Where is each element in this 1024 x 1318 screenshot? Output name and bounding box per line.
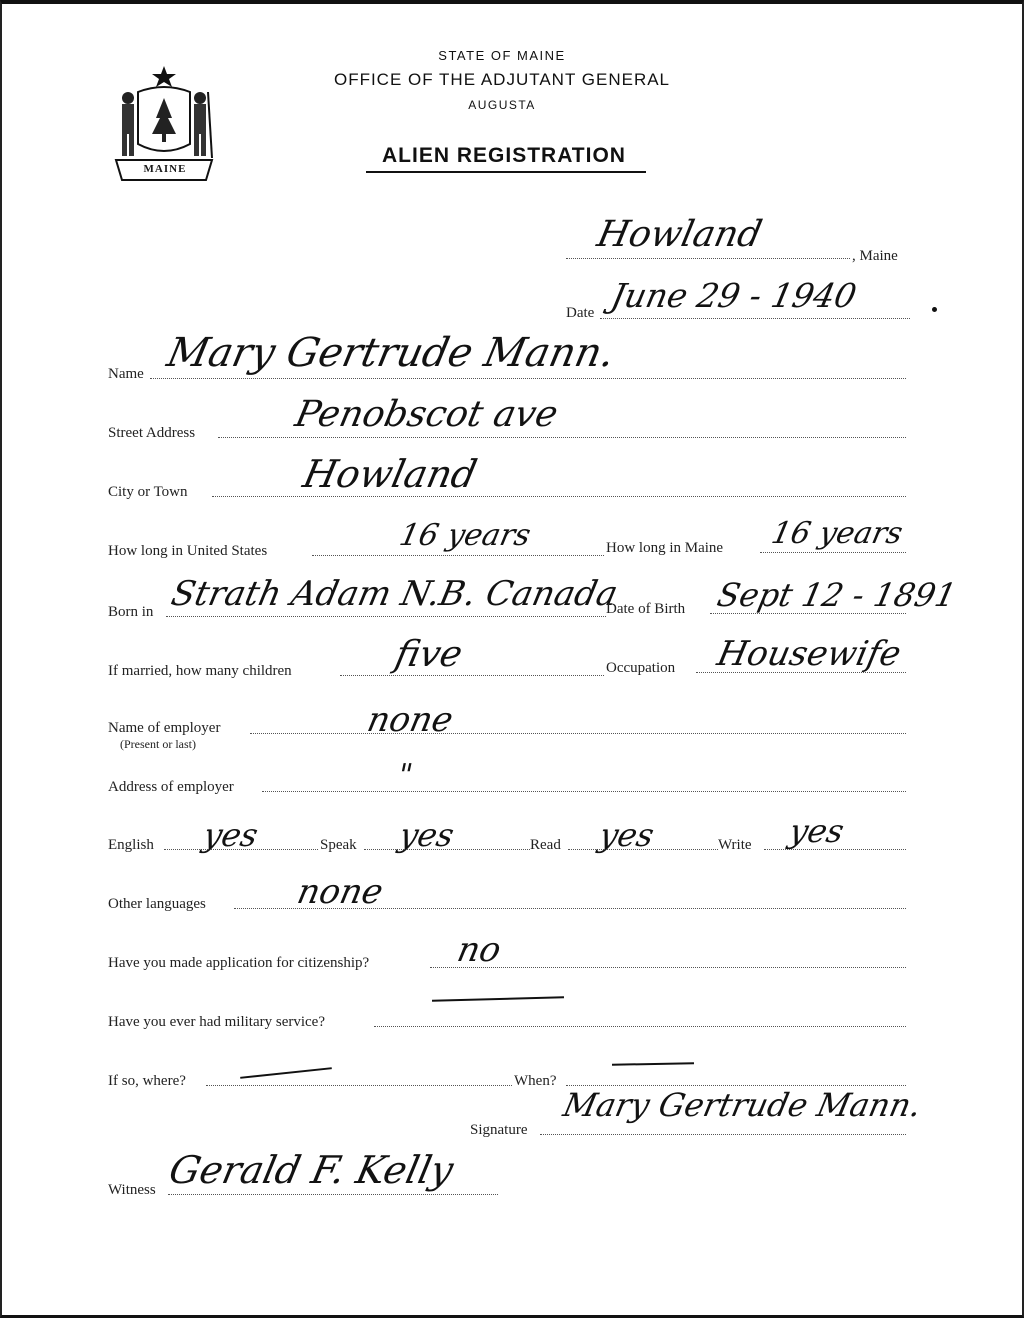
read-label: Read bbox=[530, 837, 561, 853]
employer-line bbox=[250, 733, 906, 734]
date-line bbox=[600, 318, 910, 319]
read-value: yes bbox=[595, 816, 658, 854]
town-value: Howland bbox=[593, 214, 766, 255]
where-line bbox=[206, 1085, 512, 1086]
children-label: If married, how many children bbox=[108, 663, 292, 679]
date-value: June 29 - 1940 bbox=[607, 276, 861, 315]
street-label: Street Address bbox=[108, 425, 196, 441]
header-office: OFFICE OF THE ADJUTANT GENERAL bbox=[333, 70, 671, 89]
where-label: If so, where? bbox=[108, 1073, 186, 1089]
date-period bbox=[932, 307, 937, 312]
military-line bbox=[374, 1026, 906, 1027]
name-label: Name bbox=[108, 366, 144, 382]
occupation-label: Occupation bbox=[606, 660, 676, 676]
how-long-us-line bbox=[312, 555, 604, 556]
street-value: Penobscot ave bbox=[291, 394, 562, 435]
how-long-us-value: 16 years bbox=[396, 518, 534, 553]
occupation-value: Housewife bbox=[713, 634, 905, 674]
city-value: Howland bbox=[299, 452, 481, 496]
date-of-birth-value: Sept 12 - 1891 bbox=[713, 576, 960, 614]
signature-value: Mary Gertrude Mann. bbox=[559, 1086, 925, 1124]
employer-label: Name of employer bbox=[108, 720, 221, 736]
maine-label: , Maine bbox=[852, 248, 898, 264]
how-long-maine-label: How long in Maine bbox=[606, 540, 724, 556]
children-value: five bbox=[391, 634, 467, 675]
other-languages-label: Other languages bbox=[108, 896, 206, 912]
form-title: ALIEN REGISTRATION bbox=[382, 144, 626, 167]
born-in-value: Strath Adam N.B. Canada bbox=[167, 574, 622, 614]
date-label: Date bbox=[566, 305, 595, 321]
employer-address-line bbox=[262, 791, 906, 792]
city-label: City or Town bbox=[108, 484, 188, 500]
name-line bbox=[150, 378, 906, 379]
how-long-us-label: How long in United States bbox=[108, 543, 268, 559]
town-line bbox=[566, 258, 850, 259]
citizenship-label: Have you made application for citizenship? bbox=[108, 955, 370, 971]
employer-address-value: " bbox=[394, 758, 416, 793]
city-line bbox=[212, 496, 906, 497]
when-label: When? bbox=[514, 1073, 557, 1089]
signature-line bbox=[540, 1134, 906, 1135]
how-long-maine-value: 16 years bbox=[768, 516, 906, 551]
speak-value: yes bbox=[395, 816, 458, 854]
seal-banner-text: MAINE bbox=[143, 163, 187, 175]
signature-label: Signature bbox=[470, 1122, 528, 1138]
witness-value: Gerald F. Kelly bbox=[165, 1148, 458, 1192]
date-of-birth-label: Date of Birth bbox=[606, 601, 686, 617]
title-underline bbox=[366, 171, 646, 173]
employer-sub-label: (Present or last) bbox=[120, 737, 196, 751]
english-label: English bbox=[108, 837, 154, 853]
witness-line bbox=[168, 1194, 498, 1195]
name-value: Mary Gertrude Mann. bbox=[163, 330, 619, 376]
header-city: AUGUSTA bbox=[468, 98, 536, 112]
header-state: STATE OF MAINE bbox=[438, 48, 566, 63]
children-line bbox=[340, 675, 604, 676]
born-in-line bbox=[166, 616, 606, 617]
born-in-label: Born in bbox=[108, 604, 154, 620]
military-label: Have you ever had military service? bbox=[108, 1014, 325, 1030]
street-line bbox=[218, 437, 906, 438]
witness-label: Witness bbox=[108, 1182, 156, 1198]
how-long-maine-line bbox=[760, 552, 906, 553]
write-label: Write bbox=[718, 837, 752, 853]
employer-value: none bbox=[363, 700, 457, 740]
english-value: yes bbox=[199, 816, 262, 854]
speak-label: Speak bbox=[320, 837, 357, 853]
citizenship-value: no bbox=[453, 930, 505, 970]
write-value: yes bbox=[785, 812, 848, 850]
other-languages-value: none bbox=[293, 872, 387, 912]
employer-address-label: Address of employer bbox=[108, 779, 234, 795]
citizenship-line bbox=[430, 967, 906, 968]
